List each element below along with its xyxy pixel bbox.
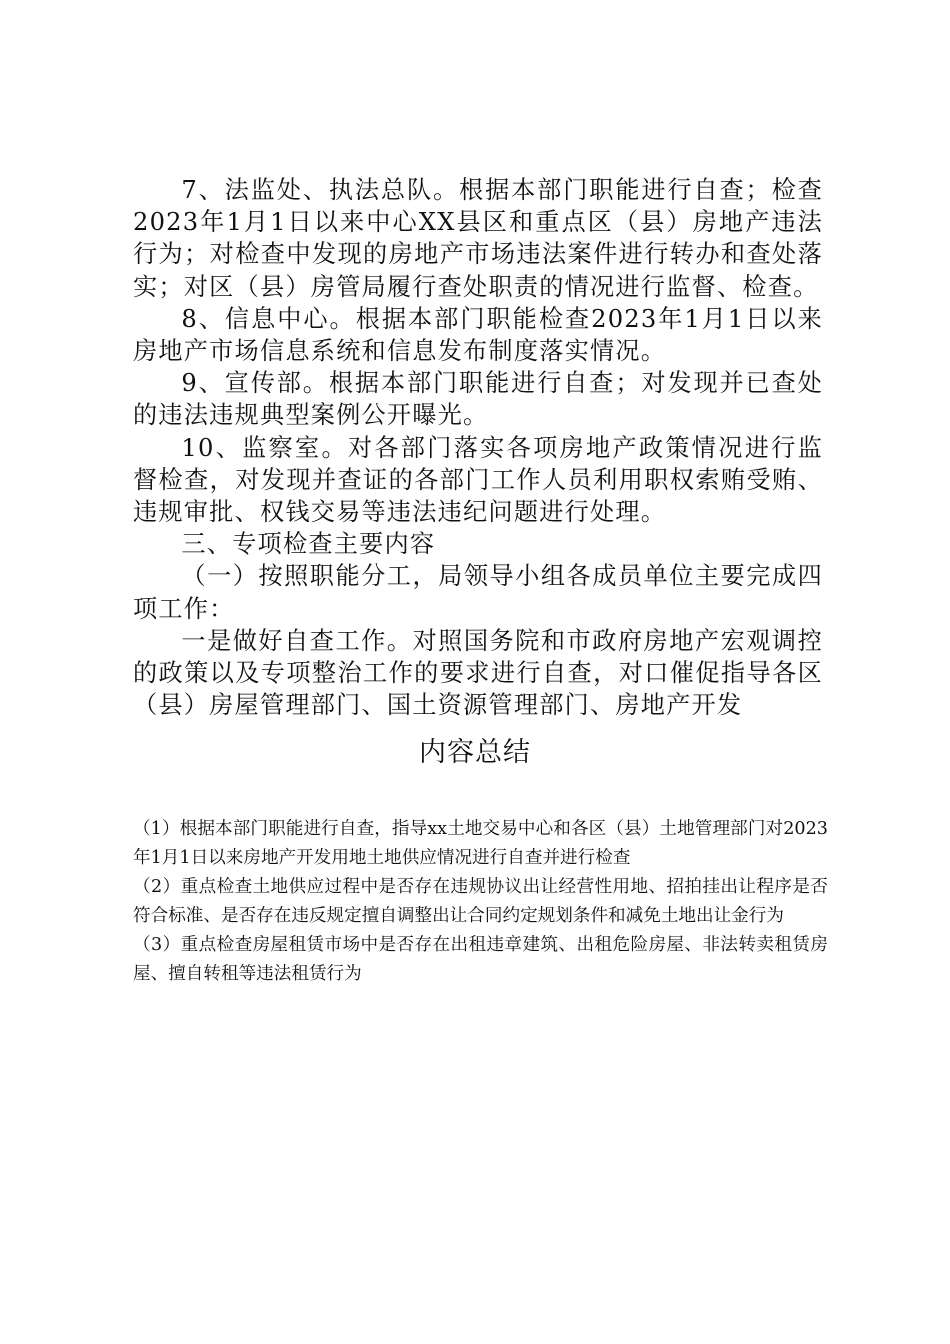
summary-item: （3）重点检查房屋租赁市场中是否存在出租违章建筑、出租危险房屋、非法转卖租赁房屋、擅自转租等违法租赁行为 (133, 935, 828, 984)
paragraph-publicity-department: 9、宣传部。根据本部门职能进行自查；对发现并已查处的违法违规典型案例公开曝光。 (133, 369, 823, 430)
summary-heading: 内容总结 (419, 737, 531, 768)
document-body (133, 174, 823, 721)
summary-item: （2）重点检查土地供应过程中是否存在违规协议出让经营性用地、招拍挂出让程序是否符合标准、是否存在违反规定擅自调整出让合同约定规划条件和减免土地出让金行为 (133, 877, 828, 926)
summary-list (133, 815, 828, 989)
section-heading-special-inspection: 三、专项检查主要内容 (181, 530, 436, 559)
paragraph-law-enforcement: 7、法监处、执法总队。根据本部门职能进行自查；检查2023年1月1日以来中心XX县区和重点区（县）房地产违法行为；对检查中发现的房地产市场违法案件进行转办和查处落实；对区（县）房管局履行查处职责的情况进行监督、检查。 (133, 176, 823, 301)
paragraph-information-center: 8、信息中心。根据本部门职能检查2023年1月1日以来房地产市场信息系统和信息发布制度落实情况。 (133, 304, 823, 366)
summary-item: （1）根据本部门职能进行自查，指导xx土地交易中心和各区（县）土地管理部门对2023年1月1日以来房地产开发用地土地供应情况进行自查并进行检查 (133, 819, 828, 868)
paragraph-division-of-work: （一）按照职能分工，局领导小组各成员单位主要完成四项工作： (133, 562, 823, 623)
paragraph-supervision-office: 10、监察室。对各部门落实各项房地产政策情况进行监督检查，对发现并查证的各部门工作人员利用职权索贿受贿、违规审批、权钱交易等违法违纪问题进行处理。 (133, 433, 823, 527)
paragraph-self-inspection: 一是做好自查工作。对照国务院和市政府房地产宏观调控的政策以及专项整治工作的要求进行自查，对口催促指导各区（县）房屋管理部门、国土资源管理部门、房地产开发 (133, 626, 823, 720)
